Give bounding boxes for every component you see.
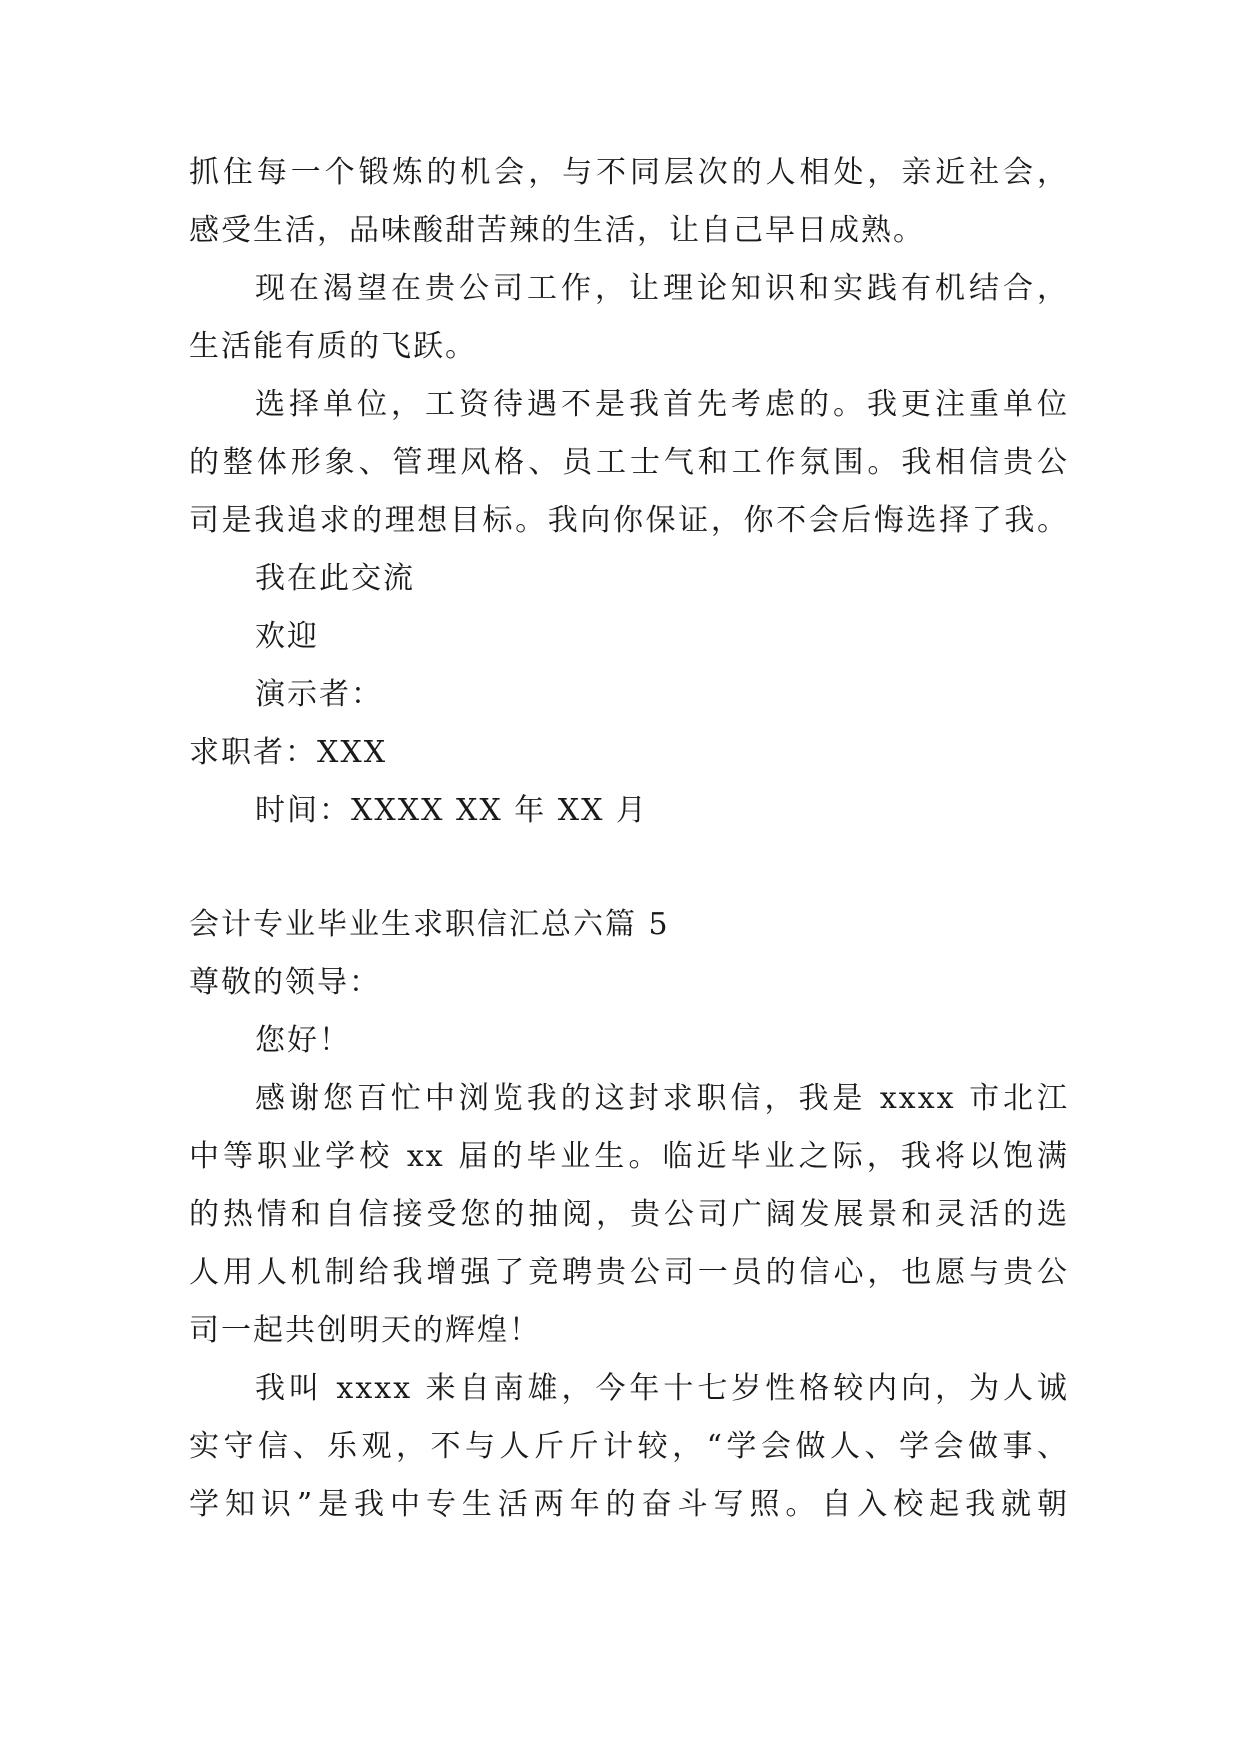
- body-line: 人用人机制给我增强了竞聘贵公司一员的信心，也愿与贵公: [189, 1255, 1069, 1290]
- body-line: 求职者：XXX: [189, 735, 388, 770]
- body-line: 感受生活，品味酸甜苦辣的生活，让自己早日成熟。: [189, 213, 925, 248]
- body-line: 司是我追求的理想目标。我向你保证，你不会后悔选择了我。: [189, 503, 1069, 538]
- salutation: 尊敬的领导：: [189, 965, 381, 1000]
- body-line: 实守信、乐观，不与人斤斤计较，“学会做人、学会做事、: [189, 1429, 1069, 1464]
- greeting: 您好！: [255, 1023, 351, 1058]
- body-line: 中等职业学校 xx 届的毕业生。临近毕业之际，我将以饱满: [189, 1139, 1069, 1174]
- body-line: 我在此交流: [255, 561, 415, 596]
- body-line: 的热情和自信接受您的抽阅，贵公司广阔发展景和灵活的选: [189, 1197, 1069, 1232]
- body-line: 欢迎: [255, 619, 319, 654]
- section-heading: 会计专业毕业生求职信汇总六篇 5: [189, 907, 670, 942]
- body-line: 时间：XXXX XX 年 XX 月: [255, 793, 649, 828]
- body-line: 司一起共创明天的辉煌！: [189, 1313, 541, 1348]
- body-line: 学知识”是我中专生活两年的奋斗写照。自入校起我就朝: [189, 1487, 1069, 1522]
- body-line: 的整体形象、管理风格、员工士气和工作氛围。我相信贵公: [189, 445, 1069, 480]
- body-line: 选择单位，工资待遇不是我首先考虑的。我更注重单位: [255, 387, 1069, 422]
- body-line: 抓住每一个锻炼的机会，与不同层次的人相处，亲近社会，: [189, 155, 1069, 190]
- body-line: 生活能有质的飞跃。: [189, 329, 477, 364]
- body-line: 现在渴望在贵公司工作，让理论知识和实践有机结合，: [255, 271, 1069, 306]
- body-line: 我叫 xxxx 来自南雄，今年十七岁性格较内向，为人诚: [255, 1371, 1069, 1406]
- body-line: 演示者：: [255, 677, 383, 712]
- body-line: 感谢您百忙中浏览我的这封求职信，我是 xxxx 市北江: [255, 1081, 1069, 1116]
